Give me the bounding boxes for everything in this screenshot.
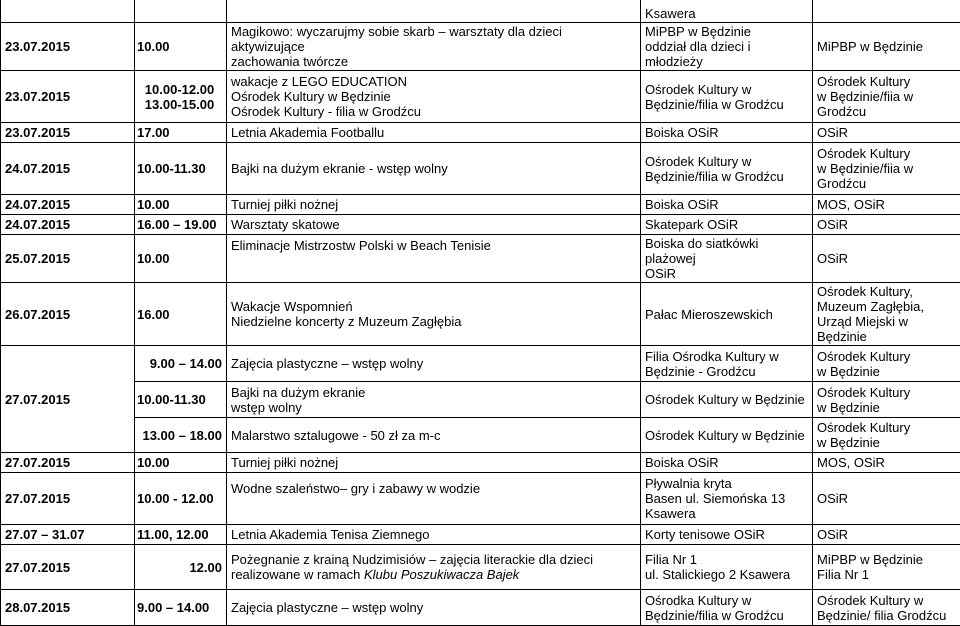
event-cell: Bajki na dużym ekranie - wstęp wolny xyxy=(227,143,641,195)
place-cell xyxy=(641,346,813,382)
place-line: Będzinie/filia w Grodźcu xyxy=(645,97,808,112)
event-line: Pożegnanie z krainą Nudzimisiów – zajęcia literackie dla dzieci xyxy=(231,552,636,567)
organizer-line: Będzinie/ filia Grodźcu xyxy=(817,608,956,623)
table-row xyxy=(1,418,960,453)
organizer-cell xyxy=(813,0,960,23)
date-cell xyxy=(1,0,135,23)
event-line: Ośrodek Kultury - filia w Grodźcu xyxy=(231,104,636,119)
date-cell: 27.07.2015 xyxy=(1,545,135,590)
date-cell: 27.07.2015 xyxy=(1,346,135,453)
organizer-cell xyxy=(813,545,960,590)
place-cell: Pałac Mieroszewskich xyxy=(641,283,813,346)
place-line: Basen ul. Siemońska 13 xyxy=(645,491,808,506)
date-cell: 23.07.2015 xyxy=(1,123,135,143)
organizer-cell: OSiR xyxy=(813,235,960,283)
place-cell xyxy=(641,473,813,525)
organizer-cell xyxy=(813,418,960,453)
date-cell: 23.07.2015 xyxy=(1,71,135,123)
event-cell: Letnia Akademia Tenisa Ziemnego xyxy=(227,525,641,545)
table-row xyxy=(1,71,960,123)
organizer-cell: MOS, OSiR xyxy=(813,195,960,215)
time-cell: 12.00 xyxy=(135,545,227,590)
event-text: realizowane w ramach xyxy=(231,567,364,582)
table-row xyxy=(1,235,960,283)
place-cell xyxy=(641,0,813,23)
place-line: Będzinie/filia w Grodźcu xyxy=(645,608,808,623)
event-cell: Letnia Akademia Footballu xyxy=(227,123,641,143)
organizer-cell xyxy=(813,382,960,418)
date-cell: 27.07.2015 xyxy=(1,473,135,525)
organizer-cell xyxy=(813,71,960,123)
event-line: Niedzielne koncerty z Muzeum Zagłębia xyxy=(231,314,636,329)
organizer-cell xyxy=(813,143,960,195)
organizer-cell xyxy=(813,590,960,626)
time-cell: 10.00 xyxy=(135,195,227,215)
organizer-line: w Będzinie xyxy=(817,435,956,450)
organizer-cell: MOS, OSiR xyxy=(813,453,960,473)
table-row xyxy=(1,382,960,418)
organizer-line: Ośrodek Kultury xyxy=(817,385,956,400)
event-line: wstęp wolny xyxy=(231,400,636,415)
time-cell: 10.00-11.30 xyxy=(135,143,227,195)
place-line: Boiska do siatkówki plażowej xyxy=(645,236,808,266)
time-cell: 10.00 - 12.00 xyxy=(135,473,227,525)
time-cell: 17.00 xyxy=(135,123,227,143)
organizer-line: Ośrodek Kultury xyxy=(817,349,956,364)
event-cell: Zajęcia plastyczne – wstęp wolny xyxy=(227,590,641,626)
place-line: Filia Ośrodka Kultury w xyxy=(645,349,808,364)
event-line xyxy=(231,567,636,582)
event-cell: Zajęcia plastyczne – wstęp wolny xyxy=(227,346,641,382)
event-cell: Turniej piłki nożnej xyxy=(227,195,641,215)
place-cell: Ośrodek Kultury w Będzinie xyxy=(641,418,813,453)
time-cell: 9.00 – 14.00 xyxy=(135,590,227,626)
time-cell: 10.00-11.30 xyxy=(135,382,227,418)
event-cell xyxy=(227,283,641,346)
date-cell: 26.07.2015 xyxy=(1,283,135,346)
table-row xyxy=(1,123,960,143)
place-line: Będzinie - Grodźcu xyxy=(645,364,808,379)
organizer-line: w Będzinie/fiia w xyxy=(817,89,956,104)
time-cell: 10.00 xyxy=(135,235,227,283)
time-cell: 11.00, 12.00 xyxy=(135,525,227,545)
event-cell: Malarstwo sztalugowe - 50 zł za m-c xyxy=(227,418,641,453)
organizer-line: Muzeum Zagłębia, xyxy=(817,299,956,314)
table-row xyxy=(1,590,960,626)
time-line: 10.00-12.00 xyxy=(137,82,222,97)
place-line: Ksawera xyxy=(645,506,808,521)
organizer-cell: OSiR xyxy=(813,473,960,525)
date-cell: 27.07 – 31.07 xyxy=(1,525,135,545)
place-line: OSiR xyxy=(645,266,808,281)
date-cell: 24.07.2015 xyxy=(1,143,135,195)
place-cell: Boiska OSiR xyxy=(641,453,813,473)
event-cell: Warsztaty skatowe xyxy=(227,215,641,235)
organizer-line: Filia Nr 1 xyxy=(817,567,956,582)
place-cell: Skatepark OSiR xyxy=(641,215,813,235)
place-line: Ośrodek Kultury w xyxy=(645,82,808,97)
organizer-cell: OSiR xyxy=(813,525,960,545)
organizer-cell: OSiR xyxy=(813,123,960,143)
place-cell xyxy=(641,545,813,590)
place-line: Ośrodek Kultury w xyxy=(645,154,808,169)
organizer-line: Ośrodek Kultury xyxy=(817,420,956,435)
place-cell xyxy=(641,143,813,195)
time-cell: 13.00 – 18.00 xyxy=(135,418,227,453)
club-name: Klubu Poszukiwacza Bajek xyxy=(364,567,519,582)
place-line: Pływalnia kryta xyxy=(645,476,808,491)
table-row xyxy=(1,195,960,215)
organizer-cell: OSiR xyxy=(813,215,960,235)
place-cell xyxy=(641,590,813,626)
table-row xyxy=(1,346,960,382)
time-cell: 16.00 – 19.00 xyxy=(135,215,227,235)
event-line: Bajki na dużym ekranie xyxy=(231,385,636,400)
place-line: Ośrodka Kultury w xyxy=(645,593,808,608)
event-cell xyxy=(227,23,641,71)
organizer-line: MiPBP w Będzinie xyxy=(817,552,956,567)
time-cell xyxy=(135,71,227,123)
place-line: Będzinie/filia w Grodźcu xyxy=(645,169,808,184)
event-cell xyxy=(227,382,641,418)
event-line: wakacje z LEGO EDUCATION xyxy=(231,74,636,89)
place-line: oddział dla dzieci i młodzieży xyxy=(645,39,808,69)
time-cell: 16.00 xyxy=(135,283,227,346)
organizer-line: Urząd Miejski w Będzinie xyxy=(817,314,956,344)
organizer-cell xyxy=(813,346,960,382)
place-cell xyxy=(641,71,813,123)
table-row xyxy=(1,453,960,473)
organizer-line: Ośrodek Kultury xyxy=(817,146,956,161)
organizer-line: Ośrodek Kultury w xyxy=(817,593,956,608)
place-cell: Korty tenisowe OSiR xyxy=(641,525,813,545)
event-cell xyxy=(227,545,641,590)
table-row xyxy=(1,283,960,346)
place-cell xyxy=(641,235,813,283)
table-row xyxy=(1,545,960,590)
place-line: Filia Nr 1 xyxy=(645,552,808,567)
organizer-line: Grodźcu xyxy=(817,104,956,119)
event-line: Magikowo: wyczarujmy sobie skarb – warsztaty dla dzieci aktywizujące xyxy=(231,24,636,54)
event-line: Ośrodek Kultury w Będzinie xyxy=(231,89,636,104)
organizer-cell: MiPBP w Będzinie xyxy=(813,23,960,71)
date-cell: 25.07.2015 xyxy=(1,235,135,283)
event-cell: Wodne szaleństwo– gry i zabawy w wodzie xyxy=(227,473,641,525)
organizer-line: w Będzinie xyxy=(817,364,956,379)
place-cell: Boiska OSiR xyxy=(641,195,813,215)
event-cell xyxy=(227,0,641,23)
event-cell: Eliminacje Mistrzostw Polski w Beach Tenisie xyxy=(227,235,641,283)
place-cell xyxy=(641,23,813,71)
place-line: Ksawera xyxy=(645,6,808,21)
place-line: ul. Stalickiego 2 Ksawera xyxy=(645,567,808,582)
event-line: zachowania twórcze xyxy=(231,54,636,69)
table-row xyxy=(1,0,960,23)
date-cell: 24.07.2015 xyxy=(1,215,135,235)
table-row xyxy=(1,23,960,71)
date-cell: 24.07.2015 xyxy=(1,195,135,215)
time-cell: 10.00 xyxy=(135,23,227,71)
time-cell: 9.00 – 14.00 xyxy=(135,346,227,382)
date-cell: 28.07.2015 xyxy=(1,590,135,626)
table-row xyxy=(1,525,960,545)
time-line: 13.00-15.00 xyxy=(137,97,222,112)
organizer-cell xyxy=(813,283,960,346)
place-cell: Boiska OSiR xyxy=(641,123,813,143)
event-cell xyxy=(227,71,641,123)
event-cell: Turniej piłki nożnej xyxy=(227,453,641,473)
date-cell: 23.07.2015 xyxy=(1,23,135,71)
place-line: MiPBP w Będzinie xyxy=(645,24,808,39)
organizer-line: Grodźcu xyxy=(817,176,956,191)
table-row xyxy=(1,143,960,195)
organizer-line: w Będzinie/fiia w xyxy=(817,161,956,176)
place-cell: Ośrodek Kultury w Będzinie xyxy=(641,382,813,418)
organizer-line: Ośrodek Kultury, xyxy=(817,284,956,299)
table-row xyxy=(1,215,960,235)
event-line: Wakacje Wspomnień xyxy=(231,299,636,314)
organizer-line: Ośrodek Kultury xyxy=(817,74,956,89)
date-cell: 27.07.2015 xyxy=(1,453,135,473)
time-cell xyxy=(135,0,227,23)
table-row xyxy=(1,473,960,525)
organizer-line: w Będzinie xyxy=(817,400,956,415)
time-cell: 10.00 xyxy=(135,453,227,473)
